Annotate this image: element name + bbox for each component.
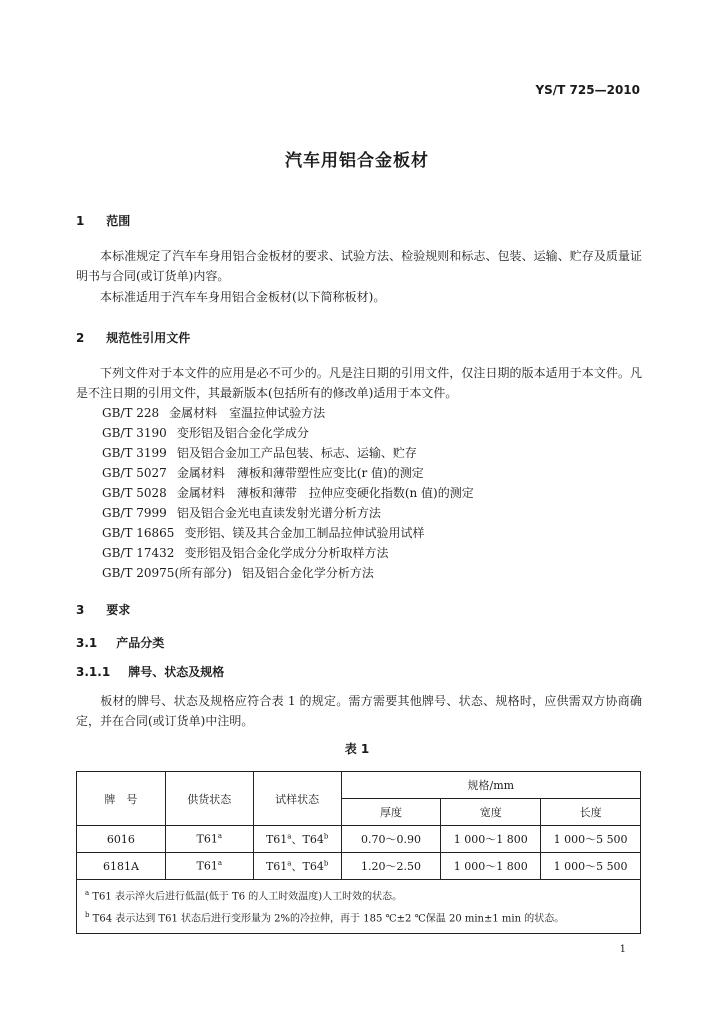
header-thickness: 厚度 [341, 799, 441, 826]
reference-code: GB/T 20975(所有部分) [102, 566, 232, 580]
section-title: 规范性引用文件 [106, 331, 191, 345]
reference-title: 变形铝及铝合金化学成分 [176, 426, 309, 440]
reference-item [102, 503, 381, 523]
section-2-heading [76, 329, 190, 346]
cell-length: 1 000～5 500 [541, 853, 641, 880]
cell-grade: 6016 [77, 826, 166, 853]
header-width: 宽度 [441, 799, 541, 826]
reference-title: 铝及铝合金加工产品包装、标志、运输、贮存 [176, 446, 417, 460]
section-number: 1 [76, 214, 85, 228]
table-caption: 表 1 [344, 742, 370, 756]
document-title: 汽车用铝合金板材 [285, 151, 429, 171]
table-note: $^b$ T64 表示达到 T61 状态后进行变形量为 2%的冷拉伸，再于 185 ℃±2 ℃保温 20 min±1 min 的状态。 [85, 911, 565, 925]
spec-table [76, 771, 641, 934]
reference-code: GB/T 7999 [102, 506, 167, 520]
reference-title: 金属材料 室温拉伸试验方法 [169, 406, 326, 420]
cell-sample: T61$^a$、T64$^b$ [253, 853, 341, 880]
reference-item [102, 563, 374, 583]
references-intro-text: 下列文件对于本文件的应用是必不可少的。凡是注日期的引用文件，仅注日期的版本适用于本文件。凡是不注日期的引用文件，其最新版本(包括所有的修改单)适用于本文件。 [76, 366, 642, 400]
table-row [77, 826, 641, 853]
cell-supply: T61$^a$ [165, 853, 253, 880]
page-number: 1 [619, 944, 626, 955]
section-3-heading [76, 601, 130, 618]
reference-item [102, 443, 417, 463]
scope-text-1: 本标准规定了汽车车身用铝合金板材的要求、试验方法、检验规则和标志、包装、运输、贮存及质量证明书与合同(或订货单)内容。 [76, 249, 642, 283]
header-length: 长度 [541, 799, 641, 826]
cell-length: 1 000～5 500 [541, 826, 641, 853]
reference-code: GB/T 17432 [102, 546, 175, 560]
section-number: 3.1 [76, 636, 98, 650]
table-note: $^a$ T61 表示淬火后进行低温(低于 T6 的人工时效温度)人工时效的状态。 [85, 889, 403, 903]
section-title: 产品分类 [116, 636, 165, 650]
cell-sample: T61$^a$、T64$^b$ [253, 826, 341, 853]
scope-paragraph-1 [76, 246, 642, 286]
section-1-heading [76, 212, 130, 229]
reference-title: 变形铝、镁及其合金加工制品拉伸试验用试样 [184, 526, 425, 540]
reference-title: 金属材料 薄板和薄带塑性应变比(r 值)的测定 [176, 466, 424, 480]
reference-title: 铝及铝合金化学分析方法 [241, 566, 374, 580]
section-3-1-heading [76, 634, 164, 651]
section-number: 3.1.1 [76, 665, 111, 679]
reference-code: GB/T 5028 [102, 486, 167, 500]
reference-item [102, 403, 325, 423]
references-intro [76, 363, 642, 403]
cell-supply: T61$^a$ [165, 826, 253, 853]
table-notes-row [77, 880, 641, 934]
scope-text-2: 本标准适用于汽车车身用铝合金板材(以下简称板材)。 [100, 290, 386, 304]
requirements-paragraph [76, 691, 642, 731]
reference-title: 金属材料 薄板和薄带 拉伸应变硬化指数(n 值)的测定 [176, 486, 474, 500]
reference-code: GB/T 5027 [102, 466, 167, 480]
reference-title: 铝及铝合金光电直读发射光谱分析方法 [176, 506, 381, 520]
reference-code: GB/T 16865 [102, 526, 175, 540]
section-number: 3 [76, 603, 85, 617]
table-header-row [77, 772, 641, 799]
reference-code: GB/T 3190 [102, 426, 167, 440]
reference-item [102, 423, 309, 443]
reference-item [102, 483, 474, 503]
header-grade: 牌 号 [77, 772, 166, 826]
section-title: 要求 [106, 603, 131, 617]
reference-code: GB/T 3199 [102, 446, 167, 460]
section-number: 2 [76, 331, 85, 345]
header-spec: 规格/mm [341, 772, 640, 799]
table-notes [77, 880, 641, 934]
cell-thickness: 1.20～2.50 [341, 853, 441, 880]
section-title: 范围 [106, 214, 131, 228]
header-supply-temper: 供货状态 [165, 772, 253, 826]
section-3-1-1-heading [76, 663, 224, 680]
table-row [77, 853, 641, 880]
cell-grade: 6181A [77, 853, 166, 880]
reference-item [102, 523, 424, 543]
reference-code: GB/T 228 [102, 406, 160, 420]
cell-thickness: 0.70～0.90 [341, 826, 441, 853]
standard-number: YS/T 725—2010 [535, 83, 640, 97]
reference-item [102, 463, 424, 483]
requirements-text: 板材的牌号、状态及规格应符合表 1 的规定。需方需要其他牌号、状态、规格时，应供需双方协商确定，并在合同(或订货单)中注明。 [76, 694, 642, 728]
cell-width: 1 000～1 800 [441, 853, 541, 880]
section-title: 牌号、状态及规格 [128, 665, 225, 679]
reference-item [102, 543, 388, 563]
header-sample-temper: 试样状态 [253, 772, 341, 826]
cell-width: 1 000～1 800 [441, 826, 541, 853]
scope-paragraph-2 [76, 287, 642, 307]
reference-title: 变形铝及铝合金化学成分分析取样方法 [184, 546, 389, 560]
